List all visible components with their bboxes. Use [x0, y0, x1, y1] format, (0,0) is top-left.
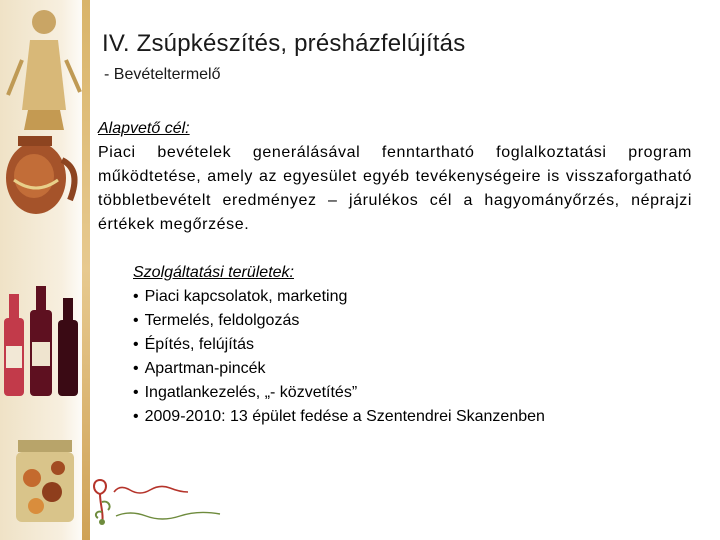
- accent-bar: [82, 0, 90, 540]
- goal-section: [98, 117, 692, 237]
- product-photos: [0, 0, 88, 540]
- preserve-jar-image: [16, 440, 74, 522]
- goal-text: Piaci bevételek generálásával fenntartható foglalkoztatási program működtetése, amely az egyesület egyéb tevékenységeire is visszaforgatható többletbevételt eredményez – járulékos cél a hagyományőrzés, néprajzi értékek megőrzése.: [98, 144, 692, 233]
- bullet-icon: •: [133, 384, 139, 401]
- ceramic-jug-image: [6, 136, 75, 214]
- list-item-text: Építés, felújítás: [144, 336, 254, 353]
- list-item: [133, 405, 693, 429]
- list-item-text: Apartman-pincék: [144, 360, 266, 377]
- list-item-text: 2009-2010: 13 épület fedése a Szentendrei Skanzenben: [144, 408, 545, 425]
- list-item-text: Piaci kapcsolatok, marketing: [144, 288, 348, 305]
- list-item: [133, 381, 693, 405]
- bullet-icon: •: [133, 360, 139, 377]
- bullet-icon: •: [133, 288, 139, 305]
- list-item: [133, 333, 693, 357]
- services-list: [133, 285, 693, 429]
- pannon-logo: [90, 472, 240, 532]
- bullet-icon: •: [133, 408, 139, 425]
- bullet-icon: •: [133, 336, 139, 353]
- goal-heading: Alapvető cél:: [98, 120, 190, 137]
- slide-subtitle: - Bevételtermelő: [104, 66, 221, 83]
- services-heading: Szolgáltatási területek:: [133, 264, 294, 281]
- list-item-text: Ingatlankezelés, „- közvetítés”: [144, 384, 358, 401]
- list-item-text: Termelés, feldolgozás: [144, 312, 300, 329]
- list-item: [133, 285, 693, 309]
- straw-doll-image: [8, 10, 80, 130]
- bullet-icon: •: [133, 312, 139, 329]
- slide-title: IV. Zsúpkészítés, présházfelújítás: [102, 30, 466, 57]
- wine-bottles-image: [4, 286, 78, 396]
- list-item: [133, 309, 693, 333]
- services-section: [133, 261, 693, 429]
- list-item: [133, 357, 693, 381]
